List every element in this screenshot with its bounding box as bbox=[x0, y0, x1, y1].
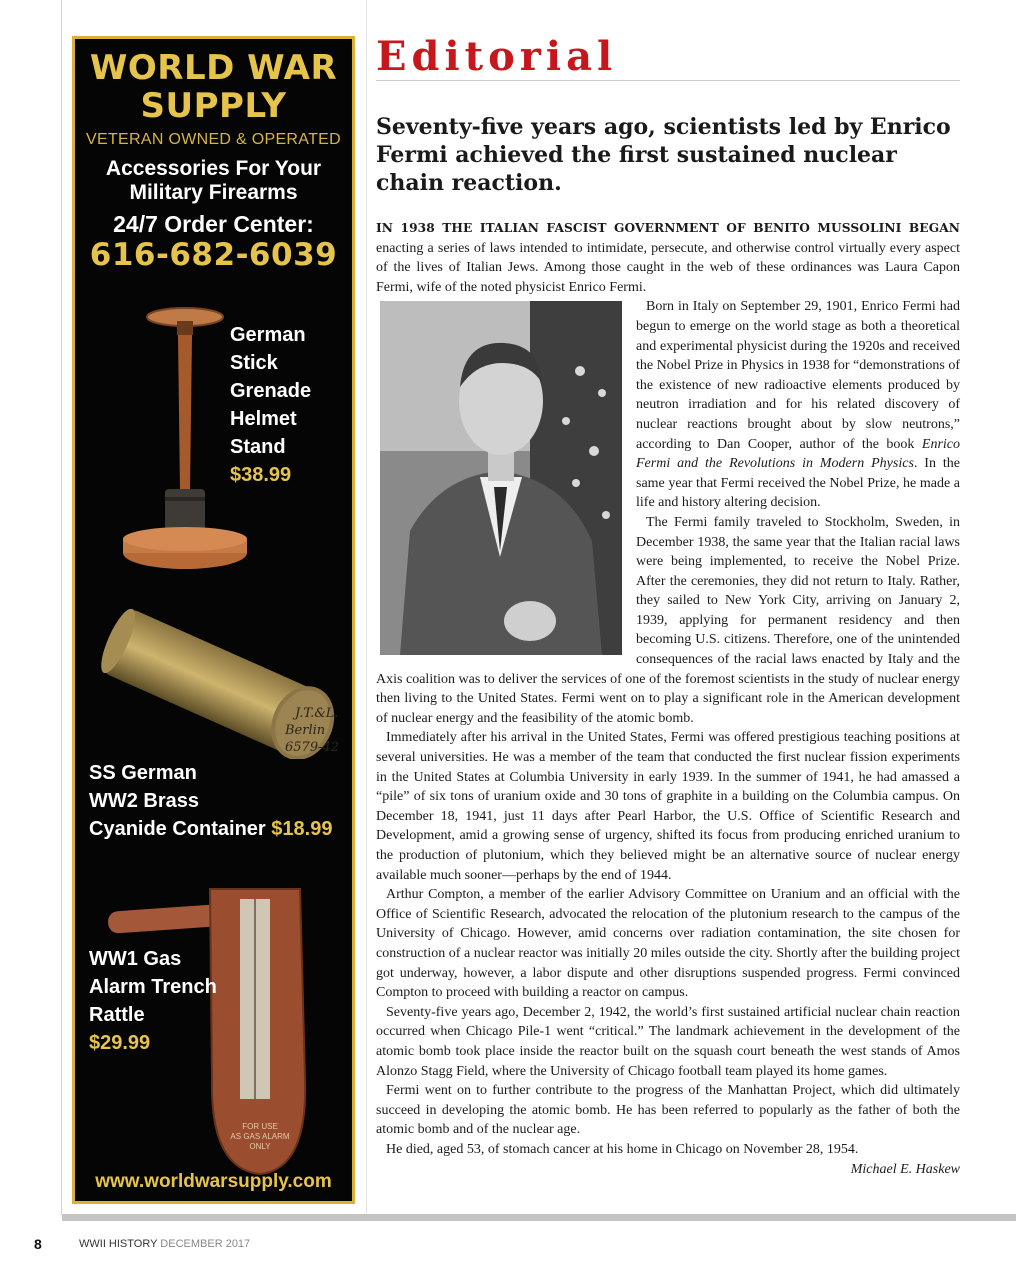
svg-text:AS GAS ALARM: AS GAS ALARM bbox=[230, 1132, 290, 1141]
fermi-photo bbox=[380, 301, 622, 655]
margin-rule bbox=[61, 0, 62, 1215]
product-helmet-stand: German Stick Grenade Helmet Stand $38.99 bbox=[230, 321, 311, 489]
svg-text:FOR USE: FOR USE bbox=[242, 1122, 278, 1131]
article-deck: Seventy-five years ago, scientists led by Enrico Fermi achieved the first sustained nuclear chain reaction. bbox=[376, 114, 951, 196]
folio bbox=[79, 1238, 250, 1250]
price-gas-alarm-rattle: $29.99 bbox=[89, 1032, 151, 1054]
paragraph-7: Fermi went on to further contribute to the progress of the Manhattan Project, which did ultimately succeed in developing the atomic bomb. He has been referred to popularly as the father of both the atomic bomb and of the nuclear age. bbox=[376, 1083, 960, 1138]
paragraph-5: Arthur Compton, a member of the earlier Advisory Committee on Uranium and an official with the Office of Scientific Research, advocated the relocation of the plutonium research to the campus of the University of Chicago. However, amid concerns over radiation contamination, the site chosen for construction of a nuclear reactor was initially 20 miles outside the city. Shortly after the building project got underway, however, a labor dispute and other disruptions suspended progress. Fermi convinced Compton to proceed with building a reactor on campus. bbox=[376, 887, 960, 1001]
lead-in: IN 1938 THE ITALIAN FASCIST GOVERNMENT OF BENITO MUSSOLINI BEGAN bbox=[376, 221, 960, 235]
issue-date: DECEMBER 2017 bbox=[160, 1238, 251, 1250]
byline: Michael E. Haskew bbox=[850, 1161, 960, 1177]
ad-website-link[interactable]: www.worldwarsupply.com bbox=[95, 1171, 332, 1192]
ad-order-label: 24/7 Order Center: bbox=[113, 211, 314, 237]
title-rule bbox=[376, 80, 960, 81]
price-cyanide-container: $18.99 bbox=[271, 818, 333, 840]
ad-brand: WORLD WAR SUPPLY bbox=[89, 48, 338, 126]
cyanide-container-image bbox=[85, 609, 345, 759]
ad-tagline: VETERAN OWNED & OPERATED bbox=[86, 131, 341, 148]
paragraph-8: He died, aged 53, of stomach cancer at his home in Chicago on November 28, 1954. bbox=[386, 1141, 859, 1157]
ad-subheading: Accessories For Your Military Firearms bbox=[105, 157, 322, 204]
price-helmet-stand: $38.99 bbox=[230, 464, 292, 486]
product-gas-alarm-rattle: WW1 Gas Alarm Trench Rattle $29.99 bbox=[89, 945, 217, 1057]
svg-text:J.T.&L.: J.T.&L. bbox=[295, 706, 339, 721]
svg-text:Berlin: Berlin bbox=[285, 723, 326, 738]
article-body bbox=[376, 219, 960, 1179]
paragraph-4: Immediately after his arrival in the United States, Fermi was offered prestigious teaching positions at several universities. He was a member of the team that conducted the first nuclear fission experiments in the United States at Columbia University in early 1939. In the summer of 1941, he had amassed a “pile” of six tons of uranium oxide and 30 tons of graphite in a building on the Columbia campus. On December 18, 1941, just 11 days after Pearl Harbor, the U.S. Office of Scientific Research and Development, amid a growing sense of urgency, shifted its focus from producing enriched uranium to the production of plutonium, which they believed might be an alternative source of nuclear energy available much sooner—perhaps by the end of 1944. bbox=[376, 730, 960, 883]
footer-band bbox=[62, 1214, 1016, 1221]
paragraph-2: Born in Italy on September 29, 1901, Enrico Fermi had begun to emerge on the world stage as both a theoretical and experimental physicist during the 1920s and received the Nobel Prize in Physics in 1938 for “demonstrations of the existence of new radioactive elements produced by neutron irradiation and for his related discovery of nuclear reactions brought about by slow neutrons,” according to Dan Cooper, author of the book Enrico Fermi and the Revolutions in Modern Physics. In the same year that Fermi received the Nobel Prize, he made a life and history altering decision. bbox=[376, 297, 960, 513]
ad-phone[interactable]: 616-682-6039 bbox=[89, 237, 338, 273]
page-number: 8 bbox=[34, 1236, 42, 1252]
paragraph-3: The Fermi family traveled to Stockholm, Sweden, in December 1938, the same year that the Italian racial laws were being implemented, to receive the Nobel Prize. After the ceremonies, they did not return to Italy. Rather, they sailed to New York City, arriving on January 2, 1939, applying for permanent residency and then becoming U.S. citizens. Therefore, one of the unintended consequences of the racial laws enacted by Italy and the Axis coalition was to deliver the services of one of the foremost scientists in the study of nuclear energy then living to the United States. Fermi went on to play a significant role in the American development of nuclear energy and the feasibility of the atomic bomb. bbox=[376, 514, 960, 726]
advertisement[interactable] bbox=[72, 36, 355, 1204]
paragraph-6: Seventy-five years ago, December 2, 1942, the world’s first sustained artificial nuclear chain reaction occurred when Chicago Pile-1 went “critical.” The landmark achievement in the development of the atomic bomb took place inside the reactor built on the squash court beneath the west stands of Amos Alonzo Stagg Field, where the University of Chicago football team played its home games. bbox=[376, 1004, 960, 1079]
product-cyanide-container: SS German WW2 Brass Cyanide Container $18.99 bbox=[89, 762, 333, 840]
paragraph-1: IN 1938 THE ITALIAN FASCIST GOVERNMENT OF BENITO MUSSOLINI BEGAN enacting a series of laws intended to intimidate, persecute, and otherwise control virtually every aspect of the lives of Italian Jews. Among those caught in the web of these ordinances was Laura Capon Fermi, wife of the noted physicist Enrico Fermi. bbox=[376, 221, 960, 295]
section-title: Editorial bbox=[376, 33, 618, 80]
magazine-name: WWII HISTORY bbox=[79, 1238, 158, 1250]
svg-text:ONLY: ONLY bbox=[249, 1142, 271, 1151]
svg-text:6579-42: 6579-42 bbox=[285, 740, 340, 755]
column-rule bbox=[366, 0, 367, 1215]
